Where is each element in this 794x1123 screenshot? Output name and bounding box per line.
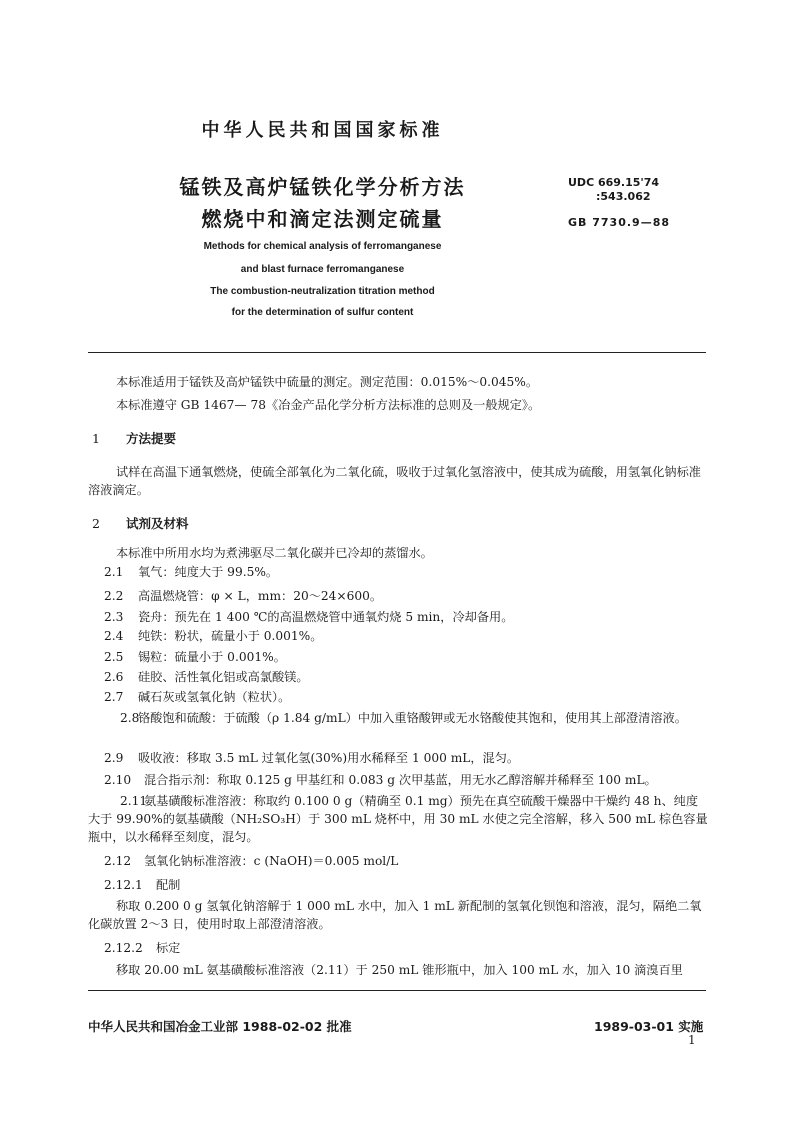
section-title: 试剂及材料 (126, 516, 189, 531)
reagent-item: 2.1 氧气：纯度大于 99.5%。 (104, 565, 279, 579)
reagent-item: 2.5 锡粒：硫量小于 0.001%。 (104, 650, 286, 664)
section-1-heading (92, 429, 176, 447)
scope-paragraph: 本标准适用于锰铁及高炉锰铁中硫量的测定。测定范围：0.015%～0.045%。 (116, 375, 539, 389)
section-2-heading (92, 514, 189, 532)
udc-code: UDC 669.15'74 (568, 176, 660, 189)
reagent-item: 2.12 氢氧化钠标准溶液：c (NaOH)＝0.005 mol/L (104, 854, 399, 868)
standard-title-line1: 锰铁及高炉锰铁化学分析方法 (179, 175, 466, 199)
effective-date: 1989-03-01 实施 (594, 1019, 704, 1034)
subsection-body: 移取 20.00 mL 氨基磺酸标准溶液（2.11）于 250 mL 锥形瓶中，加入 100 mL 水，加入 10 滴溴百里 (116, 963, 683, 977)
section-number: 1 (92, 431, 100, 446)
english-title-line: and blast furnace ferromanganese (240, 264, 405, 275)
reagent-item: 2.10 混合指示剂：称取 0.125 g 甲基红和 0.083 g 次甲基蓝，用无水乙醇溶解并稀释至 100 mL。 (104, 773, 657, 787)
subsection-heading: 2.12.1 配制 (104, 878, 181, 892)
header-divider (88, 352, 706, 353)
reagent-item: 2.2 高温燃烧管：φ × L，mm：20～24×600。 (104, 589, 383, 603)
section-2-intro: 本标准中所用水均为煮沸驱尽二氧化碳并已冷却的蒸馏水。 (116, 546, 433, 560)
section-title: 方法提要 (126, 431, 177, 446)
english-title-line: The combustion-neutralization titration method (210, 286, 435, 297)
section-number: 2 (92, 516, 100, 531)
reagent-item: 2.6 硅胶、活性氧化铝或高氯酸镁。 (104, 670, 309, 684)
reagent-item: 2.3 瓷舟：预先在 1 400 ℃的高温燃烧管中通氧灼烧 5 min，冷却备用。 (104, 610, 514, 624)
reagent-item: 2.8铬酸饱和硫酸：于硫酸（ρ 1.84 g/mL）中加入重铬酸钾或无水铬酸使其饱和，使用其上部澄清溶液。 (120, 711, 687, 725)
gb-standard-number: GB 7730.9—88 (568, 216, 670, 229)
subsection-body: 称取 0.200 0 g 氢氧化钠溶解于 1 000 mL 水中，加入 1 mL 新配制的氢氧化钡饱和溶液，混匀，隔绝二氧化碳放置 2～3 日，使用时取上部澄清溶液。 (88, 899, 702, 931)
reagent-item: 2.7 碱石灰或氢氧化钠（粒状）。 (104, 690, 291, 704)
approval-note: 中华人民共和国冶金工业部 1988-02-02 批准 (88, 1019, 352, 1034)
english-title-line: Methods for chemical analysis of ferromanganese (203, 241, 442, 252)
english-title-line: for the determination of sulfur content (231, 307, 414, 318)
page-number: 1 (688, 1033, 696, 1047)
issuing-authority: 中华人民共和国国家标准 (201, 120, 444, 141)
reagent-item: 2.11氨基磺酸标准溶液：称取约 0.100 0 g（精确至 0.1 mg）预先在真空硫酸干燥器中干燥约 48 h、纯度大于 99.90%的氨基磺酸（NH₂SO₃H）于 300 mL 烧杯中，用 30 mL 水使之完全溶解，移入 500 mL 棕色容量瓶中，以水稀释至刻度，混匀。 (88, 794, 708, 844)
reagent-item: 2.4 纯铁：粉状，硫量小于 0.001%。 (104, 629, 323, 643)
subsection-heading: 2.12.2 标定 (104, 941, 181, 955)
footer-divider (88, 990, 706, 991)
compliance-paragraph: 本标准遵守 GB 1467— 78《冶金产品化学分析方法标准的总则及一般规定》。 (116, 398, 541, 412)
udc-code-continued: :543.062 (596, 190, 651, 203)
reagent-item: 2.9 吸收液：移取 3.5 mL 过氧化氢(30%)用水稀释至 1 000 mL，混匀。 (104, 751, 520, 765)
section-1-body: 试样在高温下通氧燃烧，使硫全部氧化为二氧化硫，吸收于过氧化氢溶液中，使其成为硫酸，用氢氧化钠标准溶液滴定。 (88, 465, 701, 497)
standard-title-line2: 燃烧中和滴定法测定硫量 (201, 207, 444, 231)
